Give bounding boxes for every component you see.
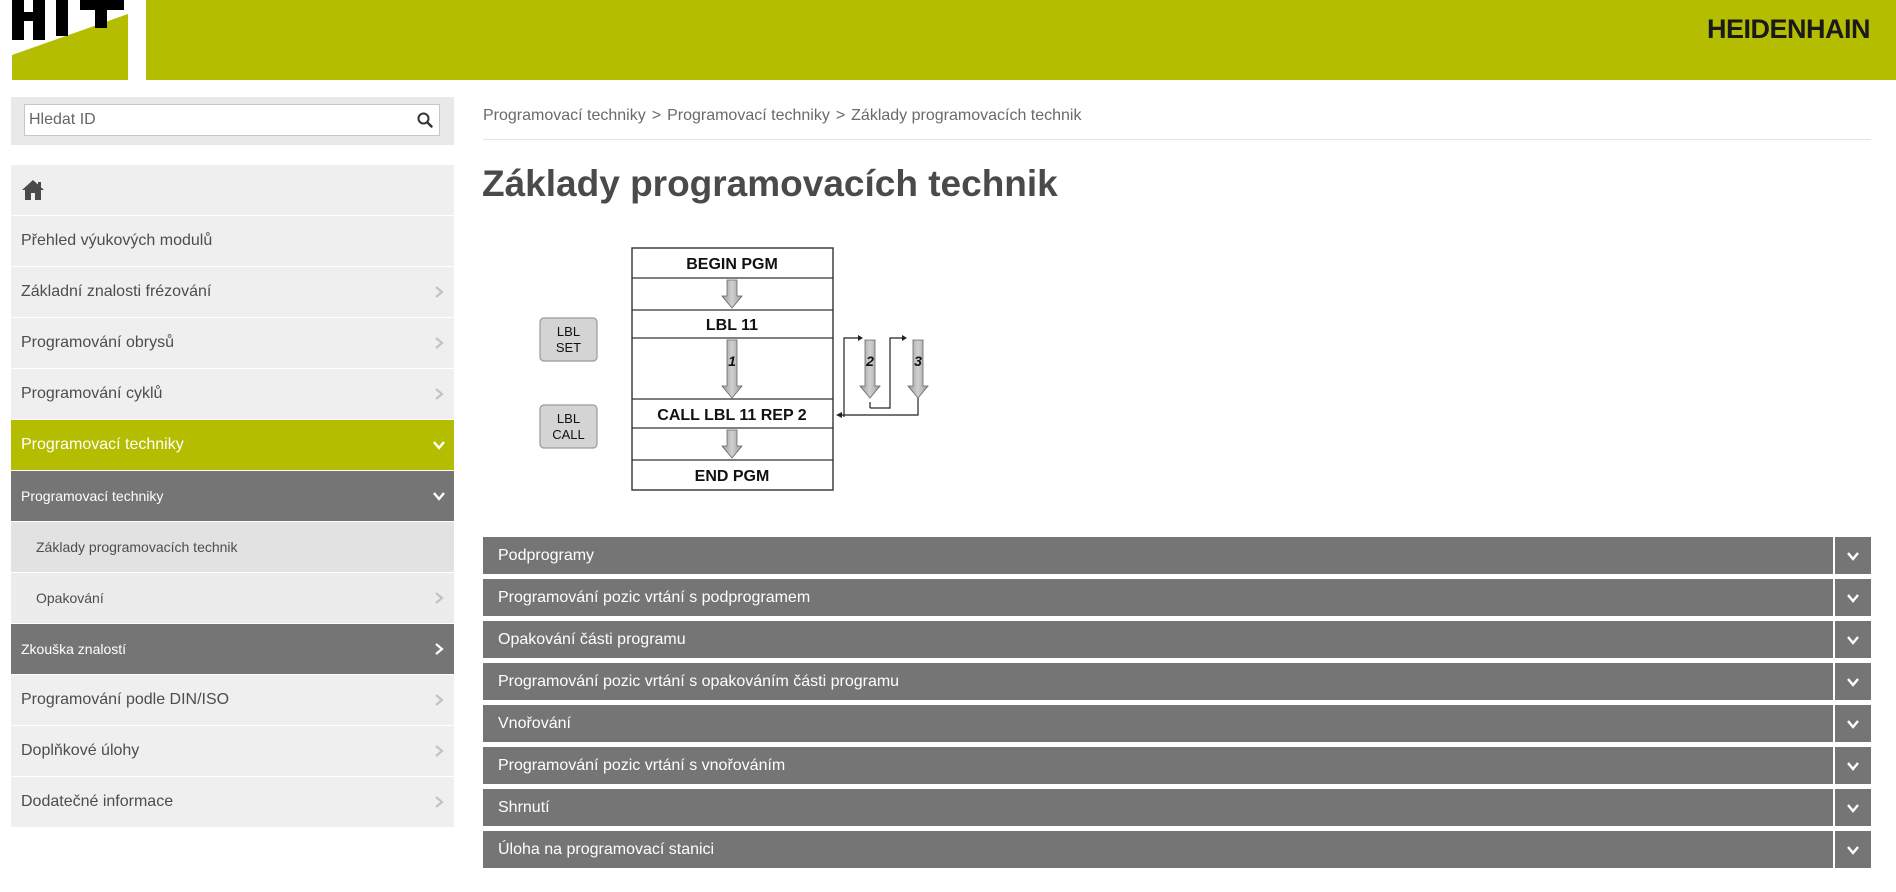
search-panel bbox=[11, 97, 454, 145]
chevron-down-icon bbox=[1846, 801, 1860, 815]
sidebar-nav bbox=[11, 165, 454, 828]
sidebar-subitem-basics[interactable] bbox=[11, 522, 454, 573]
sidebar-subitem-repetition[interactable] bbox=[11, 573, 454, 624]
chevron-right-icon bbox=[432, 693, 446, 707]
sidebar-item-din-iso[interactable] bbox=[11, 675, 454, 726]
chevron-down-icon bbox=[1846, 717, 1860, 731]
lbl-set-key-line1: LBL bbox=[556, 324, 581, 339]
sidebar-item-label: Přehled výukových modulů bbox=[21, 232, 213, 249]
accordion-item-subprograms[interactable] bbox=[483, 537, 1871, 574]
accordion-label: Podprogramy bbox=[498, 547, 595, 564]
chevron-down-icon bbox=[432, 489, 446, 503]
sidebar-item-label: Základy programovacích technik bbox=[36, 539, 238, 555]
chevron-right-icon bbox=[432, 591, 446, 605]
accordion-toggle[interactable] bbox=[1833, 705, 1871, 742]
sidebar-item-overview[interactable] bbox=[11, 216, 454, 267]
accordion-toggle[interactable] bbox=[1833, 579, 1871, 616]
search-box bbox=[24, 104, 440, 136]
accordion-item-station-task[interactable] bbox=[483, 831, 1871, 868]
chevron-right-icon bbox=[432, 336, 446, 350]
block-end-pgm: END PGM bbox=[694, 468, 770, 485]
chevron-down-icon bbox=[1846, 843, 1860, 857]
sidebar-item-label: Zkouška znalostí bbox=[21, 641, 127, 657]
accordion-toggle[interactable] bbox=[1833, 747, 1871, 784]
chevron-right-icon bbox=[432, 744, 446, 758]
breadcrumb-link[interactable]: Programovací techniky bbox=[483, 107, 646, 124]
lbl-call-key-line1: LBL bbox=[556, 411, 581, 426]
accordion-label: Programování pozic vrtání s vnořováním bbox=[498, 757, 786, 774]
accordion-toggle[interactable] bbox=[1833, 621, 1871, 658]
sidebar-item-knowledge-test[interactable] bbox=[11, 624, 454, 675]
arrow-down-icon bbox=[908, 340, 928, 398]
sidebar-item-cycle-programming[interactable] bbox=[11, 369, 454, 420]
block-begin-pgm: BEGIN PGM bbox=[686, 256, 778, 273]
sidebar-item-label: Dodatečné informace bbox=[21, 793, 174, 810]
accordion-item-drilling-nesting[interactable] bbox=[483, 747, 1871, 784]
sidebar-item-label: Programování podle DIN/ISO bbox=[21, 691, 230, 708]
chevron-down-icon bbox=[1846, 759, 1860, 773]
accordion-label: Shrnutí bbox=[498, 799, 550, 816]
accordion-item-summary[interactable] bbox=[483, 789, 1871, 826]
sidebar-item-label: Opakování bbox=[36, 590, 104, 606]
block-call-lbl: CALL LBL 11 REP 2 bbox=[657, 407, 807, 424]
page-title: Základy programovacích technik bbox=[482, 163, 1058, 204]
accordion-list bbox=[483, 537, 1871, 873]
breadcrumb-current: Základy programovacích technik bbox=[851, 107, 1082, 124]
sidebar-item-label: Programování cyklů bbox=[21, 385, 163, 402]
sidebar-item-additional-tasks[interactable] bbox=[11, 726, 454, 777]
sidebar-item-label: Programování obrysů bbox=[21, 334, 174, 351]
heidenhain-brand[interactable]: HEIDENHAIN bbox=[1706, 14, 1870, 44]
accordion-item-drilling-repetition[interactable] bbox=[483, 663, 1871, 700]
sidebar-item-label: Programovací techniky bbox=[21, 488, 164, 504]
breadcrumb bbox=[483, 107, 1081, 125]
accordion-label: Vnořování bbox=[498, 715, 571, 732]
lbl-call-key-line2: CALL bbox=[552, 427, 585, 442]
accordion-label: Úloha na programovací stanici bbox=[498, 841, 715, 858]
chevron-down-icon bbox=[1846, 549, 1860, 563]
chevron-right-icon bbox=[432, 387, 446, 401]
sidebar-item-milling-basics[interactable] bbox=[11, 267, 454, 318]
accordion-toggle[interactable] bbox=[1833, 537, 1871, 574]
sidebar-item-home[interactable] bbox=[11, 165, 454, 216]
step-3-label: 3 bbox=[914, 353, 922, 369]
breadcrumb-separator: > bbox=[651, 107, 662, 124]
accordion-label: Opakování části programu bbox=[498, 631, 686, 648]
accordion-toggle[interactable] bbox=[1833, 831, 1871, 868]
accordion-label: Programování pozic vrtání s podprogramem bbox=[498, 589, 811, 606]
chevron-right-icon bbox=[432, 642, 446, 656]
chevron-right-icon bbox=[432, 285, 446, 299]
sidebar-subitem-programming-techniques[interactable] bbox=[11, 471, 454, 522]
sidebar-item-label: Doplňkové úlohy bbox=[21, 742, 140, 759]
chevron-down-icon bbox=[432, 438, 446, 452]
chevron-down-icon bbox=[1846, 675, 1860, 689]
step-2-label: 2 bbox=[866, 353, 874, 369]
breadcrumb-link[interactable]: Programovací techniky bbox=[667, 107, 830, 124]
search-input[interactable] bbox=[29, 111, 409, 129]
arrow-down-icon bbox=[860, 340, 880, 398]
sidebar-item-label: Programovací techniky bbox=[21, 436, 184, 453]
header-bar bbox=[0, 0, 1896, 80]
sidebar-item-additional-info[interactable] bbox=[11, 777, 454, 828]
accordion-toggle[interactable] bbox=[1833, 789, 1871, 826]
sidebar-item-label: Základní znalosti frézování bbox=[21, 283, 212, 300]
step-1-label: 1 bbox=[728, 353, 736, 369]
chevron-down-icon bbox=[1846, 633, 1860, 647]
accordion-toggle[interactable] bbox=[1833, 663, 1871, 700]
hit-logo[interactable] bbox=[0, 0, 146, 80]
breadcrumb-separator: > bbox=[835, 107, 846, 124]
accordion-item-nesting[interactable] bbox=[483, 705, 1871, 742]
accordion-item-drilling-subprogram[interactable] bbox=[483, 579, 1871, 616]
accordion-label: Programování pozic vrtání s opakováním části programu bbox=[498, 673, 900, 690]
accordion-item-program-repetition[interactable] bbox=[483, 621, 1871, 658]
chevron-down-icon bbox=[1846, 591, 1860, 605]
home-icon bbox=[21, 179, 45, 201]
breadcrumb-divider bbox=[483, 139, 1871, 140]
lbl-set-key-line2: SET bbox=[555, 340, 582, 355]
program-flow-diagram bbox=[520, 240, 940, 500]
block-lbl-11: LBL 11 bbox=[705, 317, 759, 334]
sidebar-item-contour-programming[interactable] bbox=[11, 318, 454, 369]
sidebar-item-programming-techniques[interactable] bbox=[11, 420, 454, 471]
chevron-right-icon bbox=[432, 795, 446, 809]
search-icon[interactable] bbox=[417, 112, 433, 128]
